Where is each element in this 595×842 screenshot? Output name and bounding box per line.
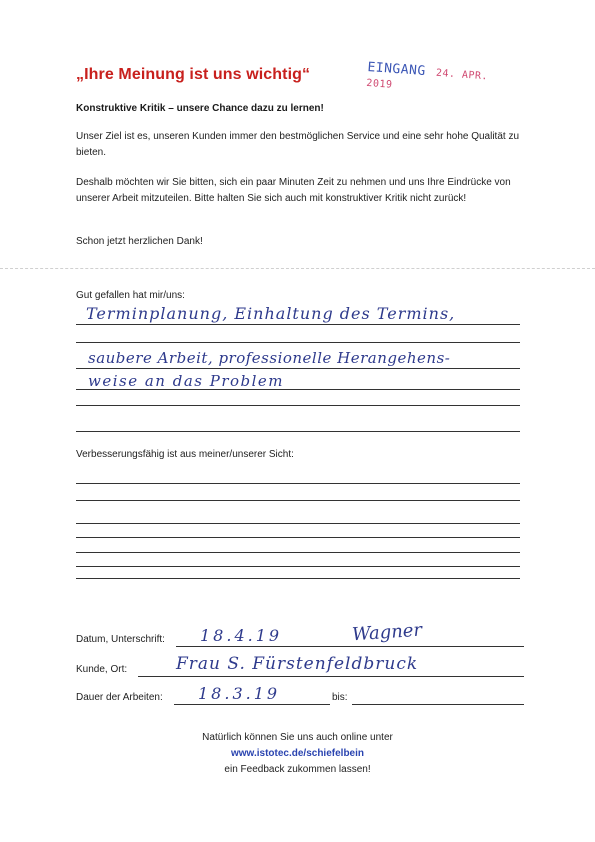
signature[interactable]: Wagner — [351, 619, 423, 646]
customer-label: Kunde, Ort: — [76, 664, 128, 675]
stamp-text: EINGANG — [366, 60, 427, 80]
positive-rule-4 — [76, 389, 520, 390]
improvement-rule-2[interactable] — [76, 500, 520, 501]
positive-rule-6 — [76, 431, 520, 432]
improvement-label: Verbesserungsfähig ist aus meiner/unserer Sicht: — [76, 449, 294, 460]
footer-line-1: Natürlich können Sie uns auch online unter — [202, 732, 393, 743]
improvement-rule-6[interactable] — [76, 566, 520, 567]
page-title: „Ihre Meinung ist uns wichtig“ — [76, 66, 311, 83]
duration-label: Dauer der Arbeiten: — [76, 692, 163, 703]
intro-paragraph-3: Schon jetzt herzlichen Dank! — [76, 236, 203, 247]
improvement-rule-4[interactable] — [76, 537, 520, 538]
duration-from-line — [174, 704, 330, 705]
received-stamp — [366, 60, 498, 99]
customer-line — [138, 676, 524, 677]
improvement-rule-1[interactable] — [76, 483, 520, 484]
footer-line-2: ein Feedback zukommen lassen! — [224, 764, 371, 775]
subtitle: Konstruktive Kritik – unsere Chance dazu zu lernen! — [76, 103, 324, 114]
divider — [0, 268, 595, 269]
positive-rule-1 — [76, 324, 520, 325]
customer-value[interactable]: Frau S. Fürstenfeldbruck — [176, 654, 419, 674]
positive-line-3[interactable]: weise an das Problem — [88, 372, 285, 390]
until-label: bis: — [332, 692, 348, 703]
positive-label: Gut gefallen hat mir/uns: — [76, 290, 185, 301]
positive-line-2[interactable]: saubere Arbeit, professionelle Herangehens- — [88, 349, 451, 367]
duration-from-value[interactable]: 18.3.19 — [198, 684, 281, 703]
date-value[interactable]: 18.4.19 — [200, 626, 283, 645]
intro-paragraph-2: Deshalb möchten wir Sie bitten, sich ein paar Minuten Zeit zu nehmen und uns Ihre Eindrücke von unserer Arbeit mitzuteilen. Bitte halten Sie sich auch mit konstruktiver Kritik nicht zurück! — [76, 177, 511, 204]
feedback-link[interactable]: www.istotec.de/schiefelbein — [231, 748, 364, 759]
positive-line-1[interactable]: Terminplanung, Einhaltung des Termins, — [86, 304, 456, 323]
positive-rule-3 — [76, 368, 520, 369]
date-signature-label: Datum, Unterschrift: — [76, 634, 165, 645]
improvement-rule-5[interactable] — [76, 552, 520, 553]
stamp-date: 24. APR. 2019 — [365, 67, 489, 91]
improvement-rule-7[interactable] — [76, 578, 520, 579]
date-signature-line — [176, 646, 524, 647]
positive-rule-2 — [76, 342, 520, 343]
duration-until-line[interactable] — [352, 704, 524, 705]
positive-rule-5 — [76, 405, 520, 406]
intro-paragraph-1: Unser Ziel ist es, unseren Kunden immer den bestmöglichen Service und eine sehr hohe Qualität zu bieten. — [76, 131, 520, 158]
improvement-rule-3[interactable] — [76, 523, 520, 524]
